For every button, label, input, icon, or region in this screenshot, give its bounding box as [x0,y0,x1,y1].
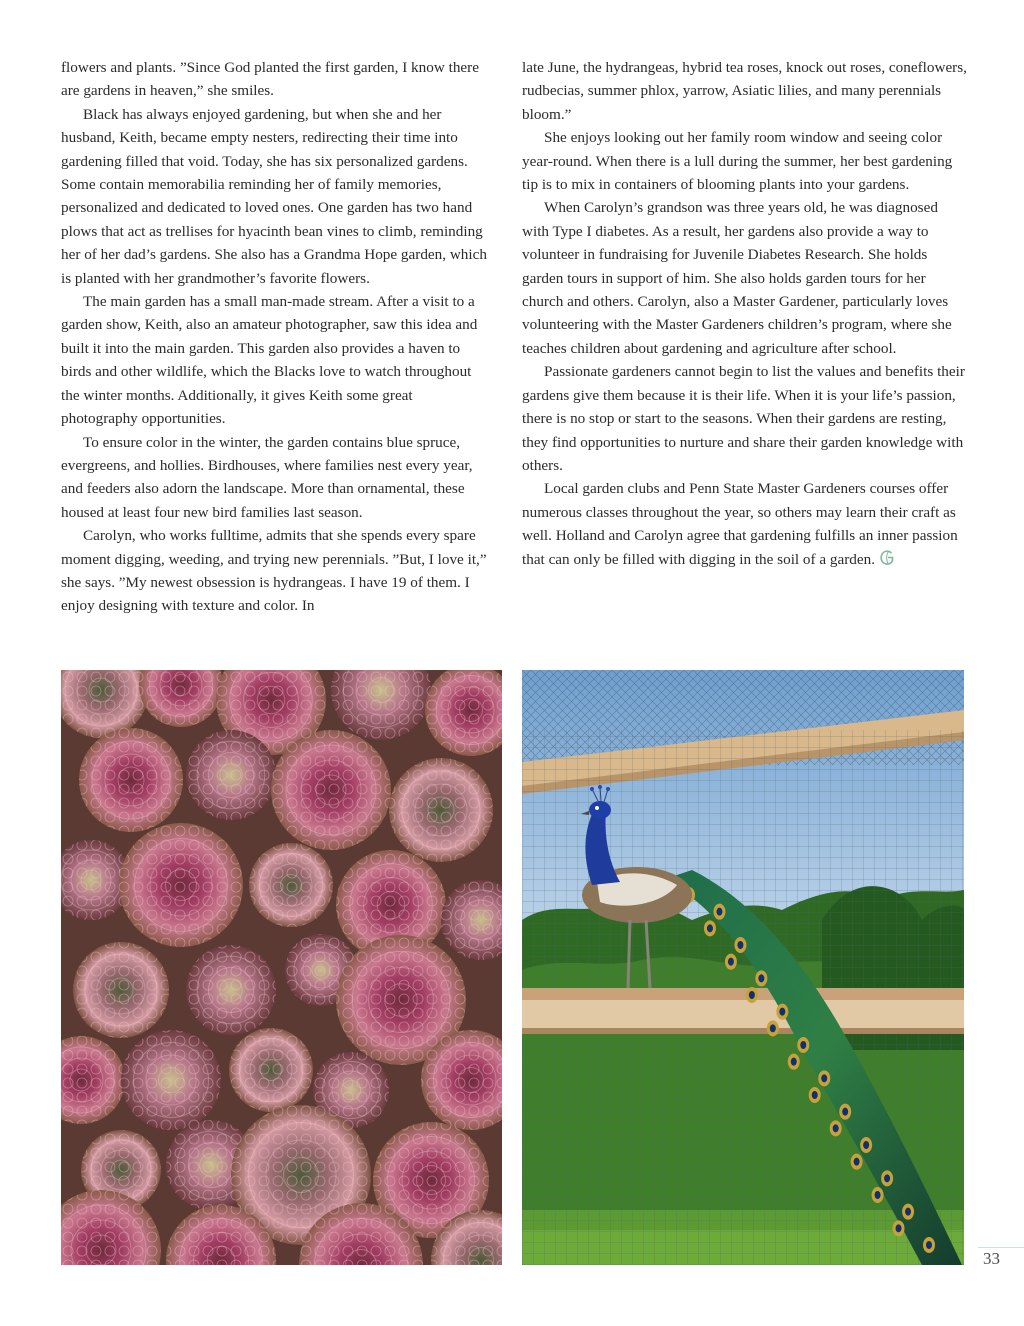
page-number-rule [978,1247,1024,1248]
succulents-photo [61,670,502,1265]
paragraph: To ensure color in the winter, the garden contains blue spruce, evergreens, and hollies. Birdhouses, where families nest every year, and feeders also adorn the landscape. More than ornamental, these housed at least four new bird families last season. [61,433,473,521]
article-column-left [61,56,491,618]
succulents-icon [61,670,502,1265]
paragraph: Carolyn, who works fulltime, admits that she spends every spare moment digging, weeding, and trying new perennials. ”But, I love it,” she says. ”My newest obsession is hydrangeas. I have 19 of them. I enjoy designing with texture and color. In [61,527,487,615]
paragraph: When Carolyn’s grandson was three years old, he was diagnosed with Type I diabetes. As a result, her gardens also provide a way to volunteer in fundraising for Juvenile Diabetes Research. She holds garden tours in support of him. She also holds garden tours for her church and others. Carolyn, also a Master Gardener, particularly loves volunteering with the Master Gardeners children’s program, where she teaches children about gardening and agriculture after school. [522,199,952,357]
paragraph: Black has always enjoyed gardening, but when she and her husband, Keith, became empty nesters, redirecting their time into gardening filled that void. Today, she has six personalized gardens. Some contain memorabilia reminding her of family memories, personalized and dedicated to loved ones. One garden has two hand plows that act as trellises for hyacinth bean vines to climb, reminding her of her dad’s gardens. She also has a Grandma Hope garden, which is planted with her grandmother’s favorite flowers. [61,105,487,287]
paragraph: The main garden has a small man-made stream. After a visit to a garden show, Keith, also an amateur photographer, saw this idea and built it into the main garden. This garden also provides a haven to birds and other wildlife, which the Blacks love to watch throughout the winter months. Additionally, it gives Keith some great photography opportunities. [61,293,478,428]
peacock-icon [522,670,964,1265]
paragraph: late June, the hydrangeas, hybrid tea roses, knock out roses, coneflowers, rudbecias, summer phlox, yarrow, Asiatic lilies, and many perennials bloom.” [522,59,967,123]
paragraph: Passionate gardeners cannot begin to list the values and benefits their gardens give them because it is their life. When it is your life’s passion, there is no stop or start to the seasons. When their gardens are resting, they find opportunities to nurture and share their garden knowledge with others. [522,363,965,474]
magazine-logo-g-icon [879,549,895,567]
paragraph: She enjoys looking out her family room window and seeing color year-round. When there is a lull during the summer, her best gardening tip is to mix in containers of blooming plants into your gardens. [522,129,953,194]
paragraph-final [522,477,967,571]
paragraph: flowers and plants. ”Since God planted the first garden, I know there are gardens in heaven,” she smiles. [61,59,479,100]
page-number: 33 [983,1249,1000,1268]
article-column-right [522,56,967,571]
paragraph-final-text: Local garden clubs and Penn State Master Gardeners courses offer numerous classes throughout the year, so others may learn their craft as well. Holland and Carolyn agree that gardening fulfills an inner passion that can only be filled with digging in the soil of a garden. [522,480,958,568]
peacock-photo [522,670,964,1265]
